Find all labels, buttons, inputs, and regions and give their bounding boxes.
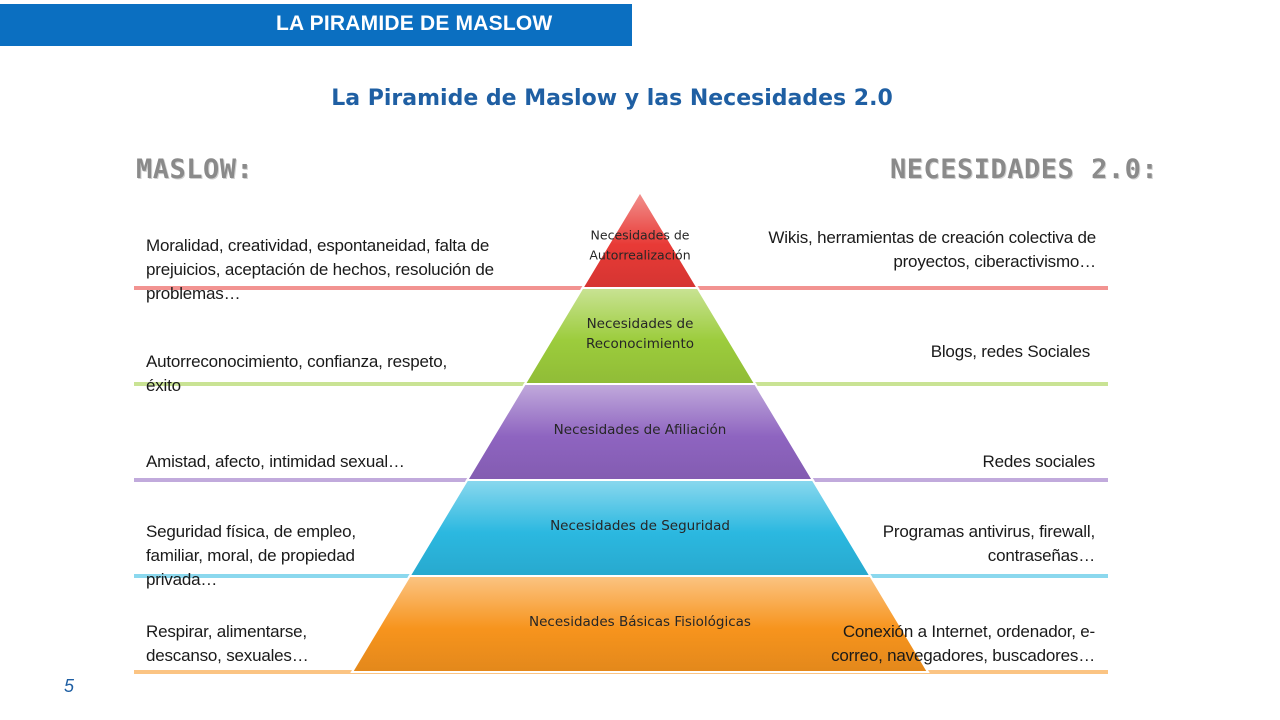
- pyramid-level-label: Autorrealización: [589, 247, 691, 263]
- pyramid-level-label: Necesidades de Seguridad: [550, 518, 730, 534]
- maslow-need-description: Amistad, afecto, intimidad sexual…: [146, 452, 405, 471]
- need-2-0-description: Blogs, redes Sociales: [930, 342, 1090, 361]
- page-number: 5: [64, 676, 75, 696]
- pyramid-level-label: Necesidades de: [590, 227, 690, 243]
- pyramid-level-label: Necesidades de Afiliación: [553, 422, 727, 438]
- maslow-need-description: Seguridad física, de empleo, familiar, moral, de propiedad privada…: [146, 522, 356, 589]
- pyramid-level-label: Necesidades de: [586, 316, 694, 332]
- maslow-need-description: Moralidad, creatividad, espontaneidad, falta de prejuicios, aceptación de hechos, resolución de problemas…: [146, 236, 494, 303]
- maslow-need-description: Respirar, alimentarse, descanso, sexuales…: [146, 622, 309, 665]
- page-title: La Piramide de Maslow y las Necesidades 2.0: [331, 86, 893, 111]
- maslow-need-description: Autorreconocimiento, confianza, respeto, éxito: [146, 352, 448, 395]
- need-2-0-description: Conexión a Internet, ordenador, e-correo, navegadores, buscadores…: [831, 622, 1095, 665]
- header-title: LA PIRAMIDE DE MASLOW: [276, 12, 553, 35]
- need-2-0-description: Redes sociales: [982, 452, 1095, 471]
- needs-2-0-heading: NECESIDADES 2.0:: [890, 154, 1159, 185]
- pyramid-level-label: Necesidades Básicas Fisiológicas: [529, 614, 751, 630]
- need-2-0-description: Wikis, herramientas de creación colectiva de proyectos, ciberactivismo…: [768, 228, 1096, 271]
- need-2-0-description: Programas antivirus, firewall, contraseñas…: [882, 522, 1095, 565]
- pyramid-level-label: Reconocimiento: [585, 336, 695, 352]
- maslow-heading: MASLOW:: [136, 154, 254, 185]
